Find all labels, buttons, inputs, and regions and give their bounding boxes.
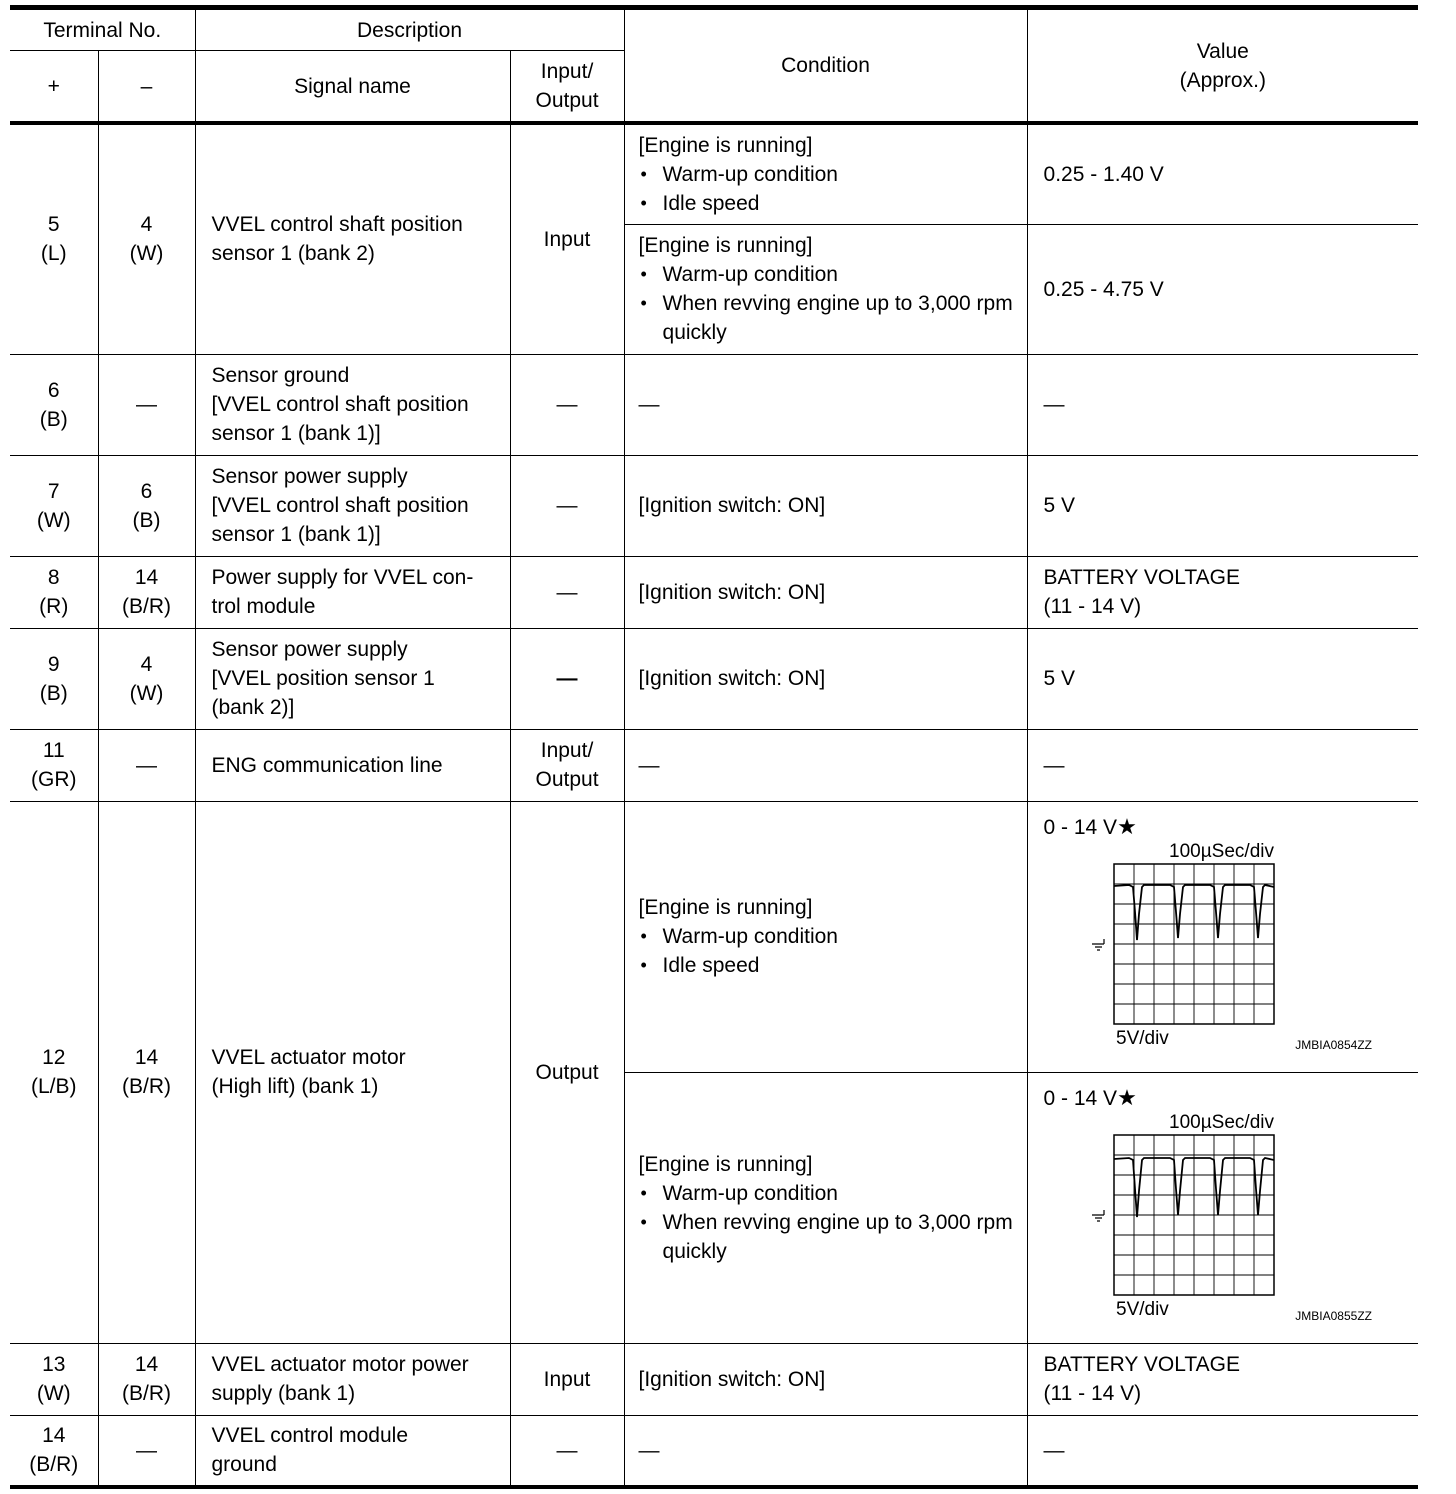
condition-cell: —	[624, 354, 1027, 455]
terminal-number: 5	[47, 213, 60, 237]
wire-color: (B/R)	[29, 1453, 79, 1477]
wire-color: (GR)	[31, 768, 77, 791]
condition-bullets	[639, 922, 1021, 980]
io-cell	[510, 729, 624, 801]
condition-title: [Engine is running]	[638, 234, 813, 257]
star-icon: ★	[1117, 813, 1137, 839]
terminal-number: 7	[47, 479, 60, 503]
header-io-line1: Input/	[540, 60, 594, 83]
terminal-minus: —	[98, 354, 195, 455]
signal-line: VVEL actuator motor	[211, 1046, 406, 1069]
io-line: Output	[535, 768, 599, 791]
condition-bullet: • Warm-up condition	[639, 922, 1021, 951]
condition-bullets	[639, 260, 1021, 347]
value-cell-waveform	[1027, 801, 1418, 1072]
terminal-number: 13	[42, 1353, 66, 1376]
figure-code: JMBIA0855ZZ	[1294, 1308, 1372, 1323]
condition-cell	[624, 123, 1027, 224]
value-cell: —	[1027, 729, 1418, 801]
signal-line: sensor 1 (bank 2)	[211, 242, 375, 266]
terminal-table-page	[10, 5, 1418, 1489]
ground-symbol-icon	[1092, 939, 1104, 950]
signal-line: sensor 1 (bank 1)]	[211, 523, 381, 546]
wire-color: (R)	[39, 595, 69, 618]
timebase-label: 100µSec/div	[1168, 840, 1274, 862]
value-line: BATTERY VOLTAGE	[1043, 1353, 1240, 1376]
terminal-plus	[10, 729, 98, 801]
scope-grid	[1114, 864, 1274, 1024]
signal-line: Sensor ground	[211, 364, 350, 387]
condition-bullet: • When revving engine up to 3,000 rpm quickly	[639, 289, 1021, 347]
table-row	[10, 628, 1418, 729]
condition-bullets	[639, 1179, 1021, 1266]
table-row	[10, 729, 1418, 801]
terminal-number: 14	[134, 1046, 159, 1069]
value-line: (11 - 14 V)	[1043, 1382, 1142, 1405]
header-value	[1027, 8, 1418, 124]
terminal-plus	[10, 1415, 98, 1487]
ground-symbol-icon	[1092, 1210, 1104, 1221]
condition-title: [Engine is running]	[638, 1152, 813, 1176]
terminal-minus	[98, 801, 195, 1343]
wire-color: (B/R)	[122, 1075, 171, 1098]
signal-line: [VVEL control shaft position	[211, 494, 469, 517]
io-cell: Input	[510, 123, 624, 354]
waveform-value-text: 0 - 14 V	[1043, 1086, 1118, 1110]
table-row	[10, 455, 1418, 556]
wire-color: (W)	[129, 681, 164, 705]
signal-line: trol module	[211, 595, 316, 618]
terminal-number: 9	[47, 652, 60, 676]
terminal-number: 11	[42, 739, 65, 762]
header-io-line2: Output	[535, 89, 599, 112]
header-input-output	[510, 51, 624, 124]
terminal-plus	[10, 123, 98, 354]
condition-title: [Engine is running]	[638, 133, 813, 157]
waveform-value-text: 0 - 14 V	[1043, 815, 1118, 839]
terminal-number: 14	[134, 1353, 159, 1376]
signal-line: ground	[211, 1453, 277, 1477]
condition-cell	[624, 1072, 1027, 1343]
signal-line: [VVEL control shaft position	[211, 393, 469, 416]
wire-color: (L/B)	[30, 1075, 77, 1098]
signal-name	[195, 123, 510, 354]
wire-color: (B/R)	[122, 1382, 171, 1405]
io-cell: —	[510, 628, 624, 729]
terminal-table	[10, 5, 1418, 1489]
table-row	[10, 1343, 1418, 1415]
terminal-minus	[98, 123, 195, 354]
terminal-number: 4	[140, 213, 153, 237]
terminal-minus	[98, 556, 195, 628]
value-cell	[1027, 1343, 1418, 1415]
header-minus: –	[98, 51, 195, 124]
condition-cell	[624, 224, 1027, 354]
wire-color: (B)	[132, 508, 161, 532]
condition-bullet: • Warm-up condition	[639, 260, 1021, 289]
vdiv-label: 5V/div	[1115, 1027, 1169, 1049]
condition-bullet: • Warm-up condition	[639, 1179, 1021, 1208]
signal-line: [VVEL position sensor 1	[211, 667, 435, 690]
signal-name: ENG communication line	[195, 729, 510, 801]
value-cell	[1027, 556, 1418, 628]
terminal-number: 14	[134, 566, 159, 589]
wire-color: (B)	[39, 407, 68, 431]
table-row	[10, 123, 1418, 224]
wire-color: (B/R)	[122, 595, 171, 618]
wire-color: (W)	[36, 1382, 71, 1405]
terminal-plus	[10, 556, 98, 628]
terminal-minus: —	[98, 1415, 195, 1487]
signal-line: (High lift) (bank 1)	[211, 1075, 379, 1098]
signal-line: VVEL actuator motor power	[211, 1353, 469, 1376]
signal-line: Sensor power supply	[211, 465, 408, 488]
value-cell: —	[1027, 354, 1418, 455]
wire-color: (W)	[36, 508, 71, 532]
terminal-minus	[98, 1343, 195, 1415]
condition-bullets	[639, 160, 1021, 218]
terminal-minus	[98, 628, 195, 729]
value-line: BATTERY VOLTAGE	[1043, 566, 1240, 589]
value-cell: 5 V	[1027, 455, 1418, 556]
signal-line: Sensor power supply	[211, 638, 408, 661]
terminal-number: 6	[140, 479, 153, 503]
io-cell: Input	[510, 1343, 624, 1415]
value-cell: 0.25 - 1.40 V	[1027, 123, 1418, 224]
header-plus: +	[10, 51, 98, 124]
value-line: (11 - 14 V)	[1043, 595, 1142, 618]
table-row	[10, 556, 1418, 628]
io-cell: —	[510, 556, 624, 628]
timebase-label: 100µSec/div	[1168, 1111, 1274, 1133]
value-cell: 5 V	[1027, 628, 1418, 729]
oscilloscope-waveform	[1086, 1109, 1376, 1329]
header-description: Description	[195, 8, 624, 51]
terminal-plus	[10, 455, 98, 556]
condition-cell: [Ignition switch: ON]	[624, 556, 1027, 628]
signal-line: VVEL control shaft position	[211, 213, 463, 237]
condition-cell	[624, 801, 1027, 1072]
wire-color: (W)	[129, 242, 164, 266]
terminal-number: 12	[42, 1046, 66, 1069]
signal-line: VVEL control module	[211, 1424, 408, 1448]
header-value-line2: (Approx.)	[1179, 68, 1266, 92]
condition-cell: [Ignition switch: ON]	[624, 1343, 1027, 1415]
terminal-number: 14	[42, 1424, 66, 1448]
terminal-minus: —	[98, 729, 195, 801]
signal-name	[195, 628, 510, 729]
signal-name	[195, 1343, 510, 1415]
table-row	[10, 1415, 1418, 1487]
io-cell: Output	[510, 801, 624, 1343]
condition-bullet: • When revving engine up to 3,000 rpm quickly	[639, 1208, 1021, 1266]
oscilloscope-waveform	[1086, 838, 1376, 1058]
signal-line: Power supply for VVEL con-	[211, 566, 474, 589]
condition-bullet: • Warm-up condition	[639, 160, 1021, 189]
signal-line: supply (bank 1)	[211, 1382, 356, 1405]
terminal-number: 8	[47, 566, 60, 589]
header-terminal-no: Terminal No.	[10, 8, 195, 51]
condition-cell: [Ignition switch: ON]	[624, 628, 1027, 729]
terminal-number: 4	[140, 652, 153, 676]
terminal-minus	[98, 455, 195, 556]
figure-code: JMBIA0854ZZ	[1294, 1037, 1372, 1052]
io-cell: —	[510, 354, 624, 455]
condition-bullet: • Idle speed	[639, 951, 1021, 980]
signal-name	[195, 1415, 510, 1487]
io-cell: —	[510, 1415, 624, 1487]
condition-title: [Engine is running]	[638, 896, 813, 919]
terminal-number: 6	[47, 378, 60, 402]
value-cell: 0.25 - 4.75 V	[1027, 224, 1418, 354]
value-cell-waveform	[1027, 1072, 1418, 1343]
io-cell: —	[510, 455, 624, 556]
io-line: Input/	[540, 739, 594, 762]
header-signal-name: Signal name	[195, 51, 510, 124]
terminal-plus	[10, 628, 98, 729]
condition-cell: —	[624, 729, 1027, 801]
signal-name	[195, 556, 510, 628]
signal-name	[195, 354, 510, 455]
wire-color: (L)	[40, 242, 67, 266]
terminal-plus	[10, 801, 98, 1343]
wire-color: (B)	[39, 681, 68, 705]
vdiv-label: 5V/div	[1115, 1298, 1169, 1320]
value-cell: —	[1027, 1415, 1418, 1487]
terminal-plus	[10, 354, 98, 455]
signal-name	[195, 455, 510, 556]
signal-line: sensor 1 (bank 1)]	[211, 422, 381, 445]
signal-name	[195, 801, 510, 1343]
signal-line: (bank 2)]	[211, 696, 295, 719]
header-value-line1: Value	[1196, 39, 1249, 63]
star-icon: ★	[1117, 1084, 1137, 1110]
condition-cell: —	[624, 1415, 1027, 1487]
condition-cell: [Ignition switch: ON]	[624, 455, 1027, 556]
header-condition: Condition	[624, 8, 1027, 124]
condition-bullet: • Idle speed	[639, 189, 1021, 218]
terminal-plus	[10, 1343, 98, 1415]
table-row	[10, 801, 1418, 1072]
table-row	[10, 354, 1418, 455]
